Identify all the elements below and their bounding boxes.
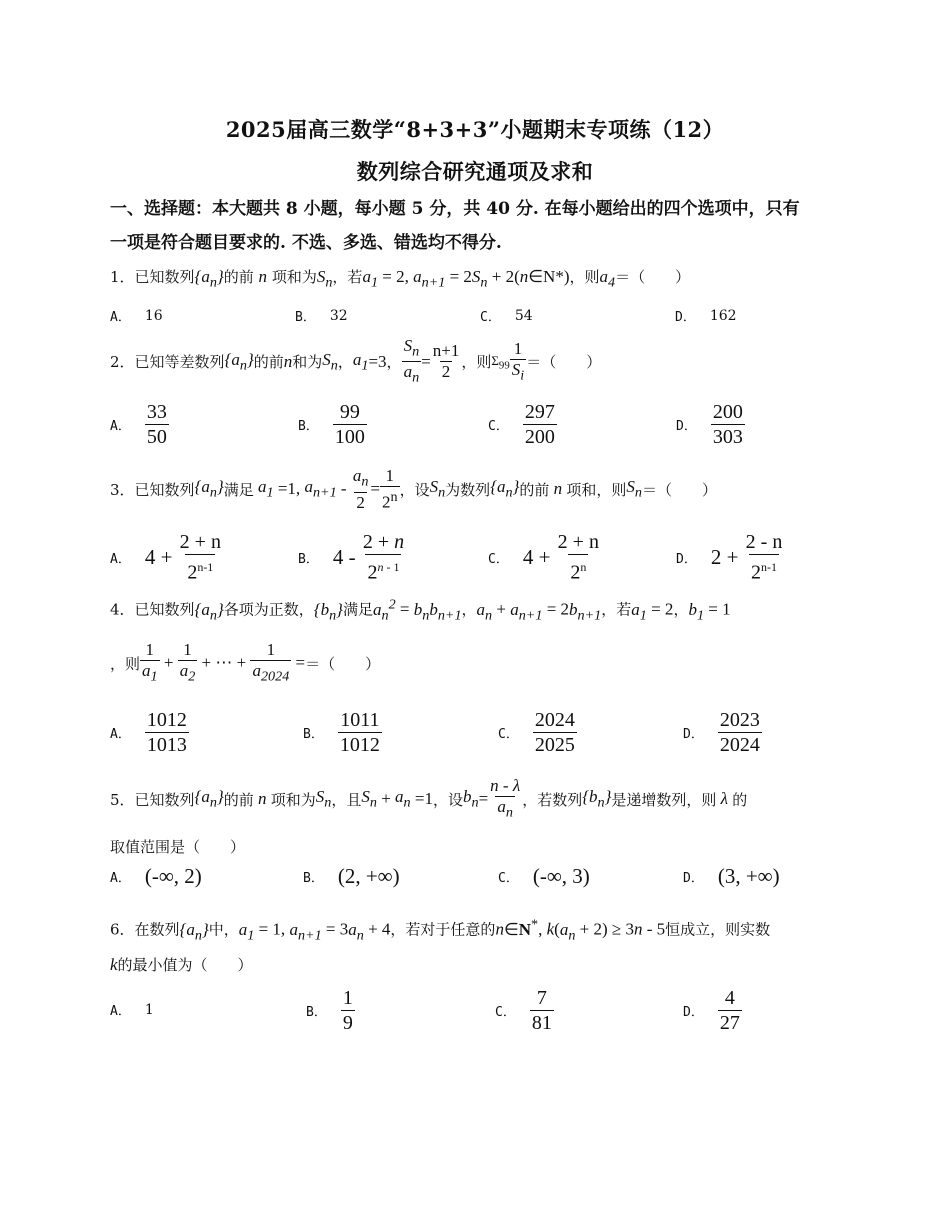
option-a[interactable]: A． $\frac{1012}{1013}$ [110,709,187,756]
fraction: $\frac{1}{a_1}$ [142,640,158,685]
option-b[interactable]: B． $\frac{1}{9}$ [306,987,353,1034]
fraction: $\frac{1}{a_2}$ [179,640,196,685]
option-c[interactable]: C． 54 [480,307,533,325]
option-b[interactable]: B． 32 [295,307,348,325]
option-d[interactable]: D． (3, +∞) [683,864,780,888]
question-2-options [110,400,840,450]
option-b[interactable]: B． 4 - $\frac{2 + n}{2^{n - 1}}$ [298,531,405,584]
option-c[interactable]: C． $\frac{7}{81}$ [495,987,552,1034]
question-3-stem: 3．已知数列 $\{a_n\}$ 满足 $a_1$ =1, $a_{n+1}$ - $\frac{a_n}{2}$ = $\frac{1}{2^n}$ ，设 $S_n$ 为数列 $\{a_n\}$ 的前 n 项和，则 $S_n$ ＝（ ） [110,466,718,512]
section-heading-line1: 一、选择题：本大题共 8 小题，每小题 5 分，共 40 分. 在每小题给出的四个选项中，只有 [110,199,800,219]
section-heading-line2: 一项是符合题目要求的. 不选、多选、错选均不得分. [110,233,502,253]
option-a[interactable]: A． 1 [110,1001,154,1019]
question-6-options [110,986,840,1036]
question-6-stem-line2: k的最小值为（ ） [110,955,253,974]
question-4-stem-line2: ，则 $\frac{1}{a_1}$ + $\frac{1}{a_2}$ + ⋯ + $\frac{1}{a_{2024}}$ = ＝（ ） [110,640,381,685]
option-b[interactable]: B． $\frac{1011}{1012}$ [303,709,380,756]
question-5-stem-line2: 取值范围是（ ） [110,838,246,856]
option-c[interactable]: C． (-∞, 3) [498,864,590,888]
option-d[interactable]: D． $\frac{4}{27}$ [683,987,740,1034]
option-c[interactable]: C． $\frac{2024}{2025}$ [498,709,575,756]
question-5-options [110,864,840,914]
fraction: $\frac{1}{S_i}$ [511,338,525,384]
question-6-stem: 6．在数列$\{a_n\}$中，$a_1 = 1$, $a_{n+1} = 3a_n + 4$，若对于任意的n∈N*, $k(a_n + 2) \ge 3n - 5$恒成立，则实数 [110,916,771,944]
fraction: $\frac{a_n}{2}$ [352,466,369,512]
question-5-stem: 5．已知数列 $\{a_n\}$ 的前 n 项和为 $S_n$ ，且 $S_n$ + $a_n$ =1 ，设 $b_n$ = $\frac{n - \lambda}{a_n}$ ，若数列 $\{b_n\}$ 是递增数列，则 λ 的 [110,776,748,821]
option-a[interactable]: A． $\frac{33}{50}$ [110,401,167,448]
option-a[interactable]: A． 16 [110,307,163,325]
question-1-stem: 1．已知数列$\{a_n\}$的前 n 项和为$S_n$，若$a_1 = 2$, $a_{n+1} = 2S_n$ + 2(n∈N*)，则$a_4=$（ ） [110,267,691,291]
option-b[interactable]: B． $\frac{99}{100}$ [298,401,365,448]
option-a[interactable]: A． 4 + $\frac{2 + n}{2^{n-1}}$ [110,531,221,584]
fraction: $\frac{n+1}{2}$ [432,341,460,382]
page-subtitle: 数列综合研究通项及求和 [356,159,594,184]
fraction: $\frac{1}{a_{2024}}$ [252,640,290,685]
question-2-stem: 2．已知等差数列 $\{a_n\}$ 的前 n 和为 $S_n$ ， $a_1$ =3 ， $\frac{S_n}{a_n}$ = $\frac{n+1}{2}$ ，则 $\Sigma_{99}$ $\frac{1}{S_i}$ ＝（ ） [110,336,602,386]
option-c[interactable]: C． 4 + $\frac{2 + n}{2^n}$ [488,531,599,584]
option-c[interactable]: C． $\frac{297}{200}$ [488,401,555,448]
question-4-options [110,708,840,758]
option-d[interactable]: D． 162 [675,307,737,325]
fraction: $\frac{1}{2^n}$ [382,466,398,512]
option-d[interactable]: D． 2 + $\frac{2 - n}{2^{n-1}}$ [676,531,783,584]
fraction: $\frac{n - \lambda}{a_n}$ [490,776,521,821]
question-3-options [110,530,840,584]
question-4-stem: 4．已知数列$\{a_n\}$各项为正数，$\{b_n\}$满足$a_n^2 = b_nb_{n+1}$，$a_n + a_{n+1} = 2b_{n+1}$，若$a_1 = 2$，$b_1 = 1$ [110,596,731,624]
option-b[interactable]: B． (2, +∞) [303,864,400,888]
page-title: 2025届高三数学“8+3+3”小题期末专项练（12） [225,117,725,142]
fraction: $\frac{S_n}{a_n}$ [403,336,420,386]
option-a[interactable]: A． (-∞, 2) [110,864,202,888]
option-d[interactable]: D． $\frac{200}{303}$ [676,401,743,448]
option-d[interactable]: D． $\frac{2023}{2024}$ [683,709,760,756]
